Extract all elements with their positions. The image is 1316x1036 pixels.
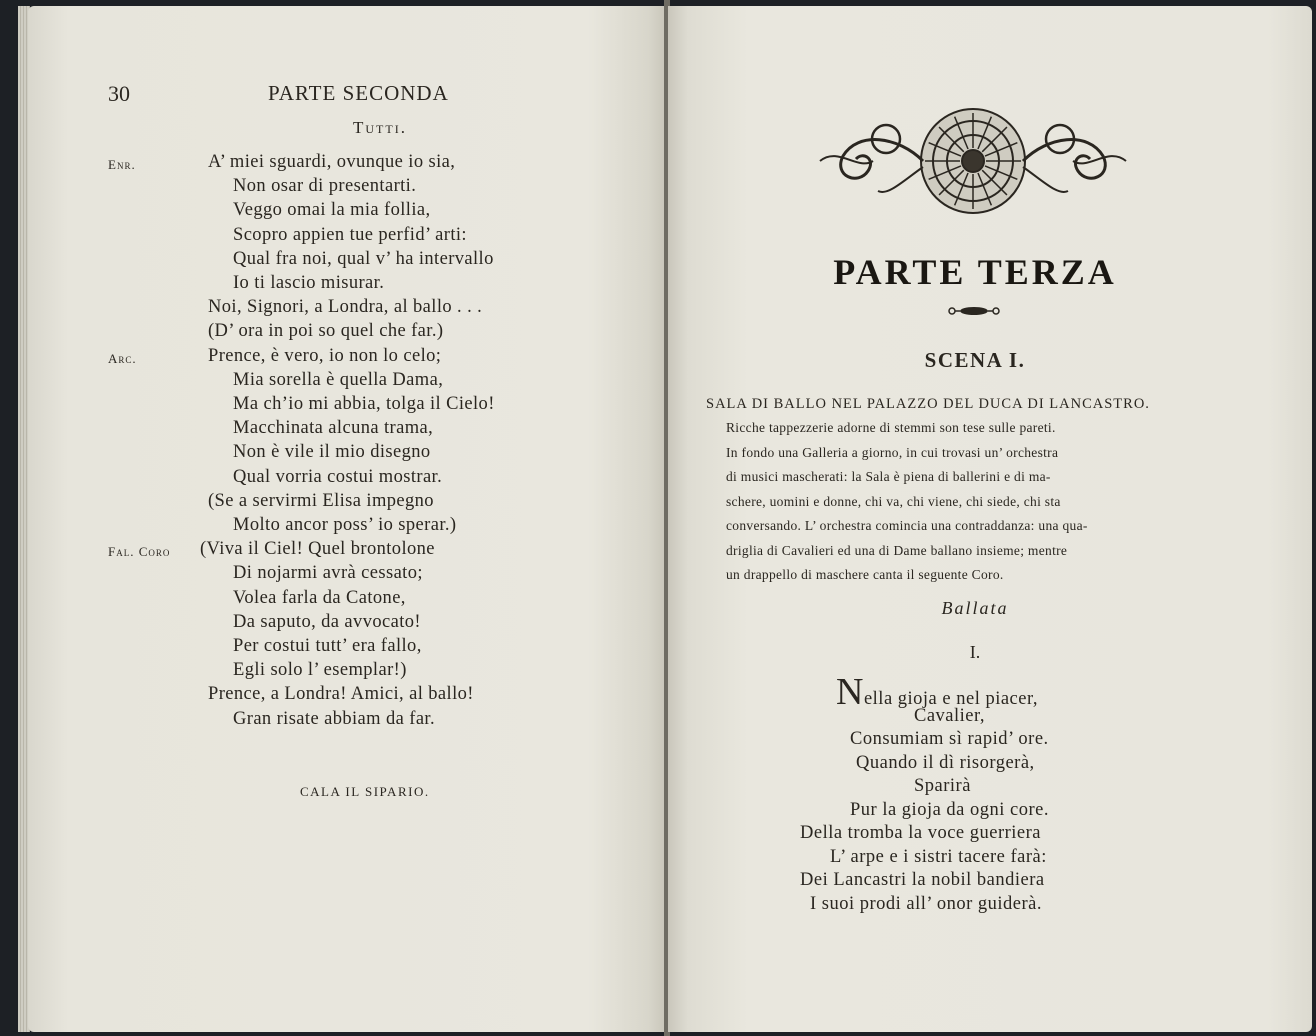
flourish-divider-icon [944,304,1004,318]
verse-line: Prence, è vero, io non lo celo; [208,345,442,366]
verse-line: Non osar di presentarti. [233,176,417,197]
ballata-heading: Ballata [941,598,1009,618]
verse-line: (Se a servirmi Elisa impegno [208,490,434,511]
ballata-verse-line: Quando il dì risorgerà, [856,752,1035,773]
right-page [668,6,1312,1032]
verse-line: Da saputo, da avvocato! [233,611,421,632]
speaker-label: Fal. Coro [108,544,171,560]
running-head: PARTE SECONDA [268,81,449,105]
verse-line: Molto ancor poss’ io sperar.) [233,515,457,535]
verse-line: Qual fra noi, qual v’ ha intervallo [233,248,494,269]
ballata-verse-line: Cavalier, [914,705,986,726]
verse-line: (D’ ora in poi so quel che far.) [208,321,444,342]
ballata-verse-line: I suoi prodi all’ onor guiderà. [810,893,1042,914]
verse-line: Ma ch’io mi abbia, tolga il Cielo! [233,394,495,414]
cala-il-sipario: CALA IL SIPARIO. [300,784,430,799]
rosette-ornament-icon [818,101,1128,226]
verse-line: Per costui tutt’ era fallo, [233,636,422,656]
ballata-verse-line: L’ arpe e i sistri tacere farà: [830,846,1047,867]
drop-cap: N [836,671,864,713]
stage-direction-line: schere, uomini e donne, chi va, chi viene, chi siede, chi sta [726,493,1061,509]
verse-line: Di nojarmi avrà cessato; [233,563,423,584]
stage-direction-line: conversando. L’ orchestra comincia una contraddanza: una qua- [726,518,1088,533]
verse-text: ella gioja e nel piacer, [863,689,1039,709]
verse-line: Noi, Signori, a Londra, al ballo . . . [208,297,483,318]
verse-line: Io ti lascio misurar. [233,273,385,293]
left-page [28,6,666,1032]
stanza-number: I. [969,642,981,662]
speaker-label: Arc. [108,350,137,366]
part-title: PARTE TERZA [833,252,1117,292]
stage-direction-line: un drappello di maschere canta il seguente Coro. [726,567,1004,582]
verse-line: Egli solo l’ esemplar!) [233,660,407,681]
ballata-verse-line: Pur la gioja da ogni core. [850,799,1049,820]
scene-heading: SCENA I. [924,348,1026,372]
verse-line: (Viva il Ciel! Quel brontolone [200,539,435,560]
stage-direction-line: driglia di Cavalieri ed una di Dame ballano insieme; mentre [726,542,1068,558]
verse-line: Volea farla da Catone, [233,587,406,608]
verse-line: Non è vile il mio disegno [233,442,431,463]
stage-direction-line: Ricche tappezzerie adorne di stemmi son tese sulle pareti. [726,420,1056,435]
verse-line: Macchinata alcuna trama, [233,418,434,439]
verse-line: A’ miei sguardi, ovunque io sia, [208,152,456,172]
ballata-verse-line: Consumiam sì rapid’ ore. [850,729,1049,749]
verse-line: Prence, a Londra! Amici, al ballo! [208,684,474,705]
stage-direction-line: In fondo una Galleria a giorno, in cui trovasi un’ orchestra [726,444,1059,460]
ballata-verse-line: Dei Lancastri la nobil bandiera [800,870,1045,890]
page-number: 30 [108,81,130,106]
verse-line: Scopro appien tue perfid’ arti: [233,224,467,245]
verse-line: Mia sorella è quella Dama, [233,369,444,390]
tutti-heading: Tutti. [353,118,407,137]
verse-line: Veggo omai la mia follia, [233,200,431,221]
stage-heading: SALA DI BALLO NEL PALAZZO DEL DUCA DI LANCASTRO. [706,396,1150,412]
stage-direction-line: di musici mascherati: la Sala è piena di ballerini e di ma- [726,469,1051,484]
ballata-verse-line: Della tromba la voce guerriera [800,823,1041,843]
verse-line: Gran risate abbiam da far. [233,708,435,729]
verse-line: Qual vorria costui mostrar. [233,466,443,487]
ballata-verse-line: Sparirà [914,776,971,796]
speaker-label: Enr. [108,157,136,172]
